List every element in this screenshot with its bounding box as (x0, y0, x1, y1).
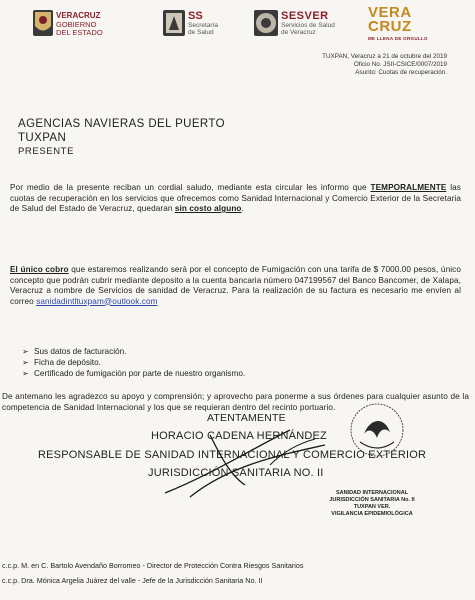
list-item-text: Ficha de depósito. (34, 358, 101, 368)
stamp-text (322, 490, 422, 518)
ss-sub-2: de Salud (188, 28, 214, 36)
arrow-bullet-icon: ➢ (22, 347, 29, 356)
para3-text: De antemano les agradezco su apoyo y comprensión; y aprovecho para ponerme a sus órdenes para cualquier asunto de la competencia de Sanidad Internacional y los que se requieran dentro del recinto portuario. (2, 392, 469, 412)
cc-line-2: c.c.p. Dra. Mónica Argelia Juárez del valle - Jefe de la Jurisdicción Sanitaria No. II (2, 576, 263, 585)
sesver-logo (254, 10, 335, 36)
list-item-text: Certificado de fumigación por parte de nuestro organismo. (34, 369, 246, 379)
paragraph-closing (2, 392, 469, 413)
para1-text-c: las cuotas de recuperación en los servicios que ofrecemos como Sanidad Internacional y Comercio Exterior de la Secretaria de Salud del Estado de Veracruz, quedaran (10, 183, 461, 213)
sesver-logo-text (281, 11, 335, 36)
gobierno-line1: VERACRUZ (56, 10, 101, 20)
oficio-number: Oficio No. JSII-CSICE/0007/2019 (353, 61, 447, 68)
stamp-line4: VIGILANCIA EPIDEMIOLÓGICA (331, 511, 413, 517)
para1-text-a: Por medio de la presente reciban un cordial saludo, mediante esta circular les informo que (10, 183, 371, 192)
ss-sub-1: Secretaría (188, 21, 218, 29)
list-item (22, 368, 245, 379)
para1-sin-costo: sin costo alguno (174, 204, 242, 213)
requirements-list (22, 346, 245, 380)
addressee-present: PRESENTE (18, 146, 75, 157)
brand-tagline: ME LLENA DE ORGULLO (368, 36, 428, 41)
place-date: TUXPAN, Veracruz a 21 de octubre del 2019 (322, 53, 447, 60)
brand-word-cruz: CRUZ (368, 18, 412, 35)
stamp-line2: JURISDICCIÓN SANITARIA No. II (329, 497, 415, 503)
paragraph-intro (10, 183, 461, 215)
arrow-bullet-icon: ➢ (22, 358, 29, 368)
signature-name: HORACIO CADENA HERNÁNDEZ (151, 430, 327, 442)
ss-word: SS (188, 9, 203, 22)
para2-unico-cobro: El único cobro (10, 265, 69, 274)
arrow-bullet-icon: ➢ (22, 369, 29, 379)
addressee-line2: TUXPAN (18, 132, 67, 144)
addressee-line1: AGENCIAS NAVIERAS DEL PUERTO (18, 118, 225, 130)
sesver-sub-1: Servicios de Salud (281, 21, 335, 29)
stamp-line1: SANIDAD INTERNACIONAL (335, 490, 409, 496)
paragraph-fumigation (10, 265, 461, 307)
asunto: Asunto: Cuotas de recuperación. (355, 69, 447, 76)
veracruz-brand-logo (368, 6, 448, 41)
sesver-sub-2: de Veracruz (281, 28, 316, 36)
gobierno-logo-text (56, 11, 103, 36)
ss-crest-icon (163, 10, 185, 36)
document-meta (322, 53, 447, 77)
sesver-crest-icon (254, 10, 278, 36)
ss-logo (163, 10, 218, 36)
gobierno-logo (33, 10, 103, 36)
state-crest-icon (33, 10, 53, 36)
ss-logo-text (188, 11, 218, 36)
addressee-block (18, 117, 225, 159)
gobierno-line2: GOBIERNO (56, 19, 97, 29)
para1-text-e: . (241, 204, 244, 213)
list-item (22, 357, 245, 368)
sesver-word: SESVER (281, 9, 329, 22)
gobierno-line3: DEL ESTADO (56, 27, 103, 37)
para2-text-b: que estaremos realizando será por el concepto de Fumigación con una tarifa de $ 7000.00 pesos, único concepto que podrán cubrir mediante deposito a la cuenta bancaria número 047199567 del Banco Bancomer, de Xalapa, Veracruz a nombre de Servicios de sanidad de Veracruz. Para la realización de su factura es necesario me envíen al correo (10, 265, 462, 306)
list-item-text: Sus datos de facturación. (34, 347, 127, 356)
signature-title: RESPONSABLE DE SANIDAD INTERNACIONAL Y COMERCIO EXTERIOR (38, 449, 427, 461)
para1-temporalmente: TEMPORALMENTE (370, 183, 447, 192)
list-item (22, 346, 245, 357)
stamp-line3: TUXPAN VER. (353, 504, 391, 510)
cc-line-1: c.c.p. M. en C. Bartolo Avendaño Borromeo - Director de Protección Contra Riesgos Sanitarios (2, 561, 304, 570)
signature-atentamente: ATENTAMENTE (207, 412, 286, 424)
brand-word-vera: VERA (368, 4, 412, 21)
email-link[interactable]: sanidadintltuxpam@outlook.com (36, 296, 158, 306)
signature-jurisdiction: JURISDICCIÓN SANITARIA NO. II (148, 467, 324, 479)
